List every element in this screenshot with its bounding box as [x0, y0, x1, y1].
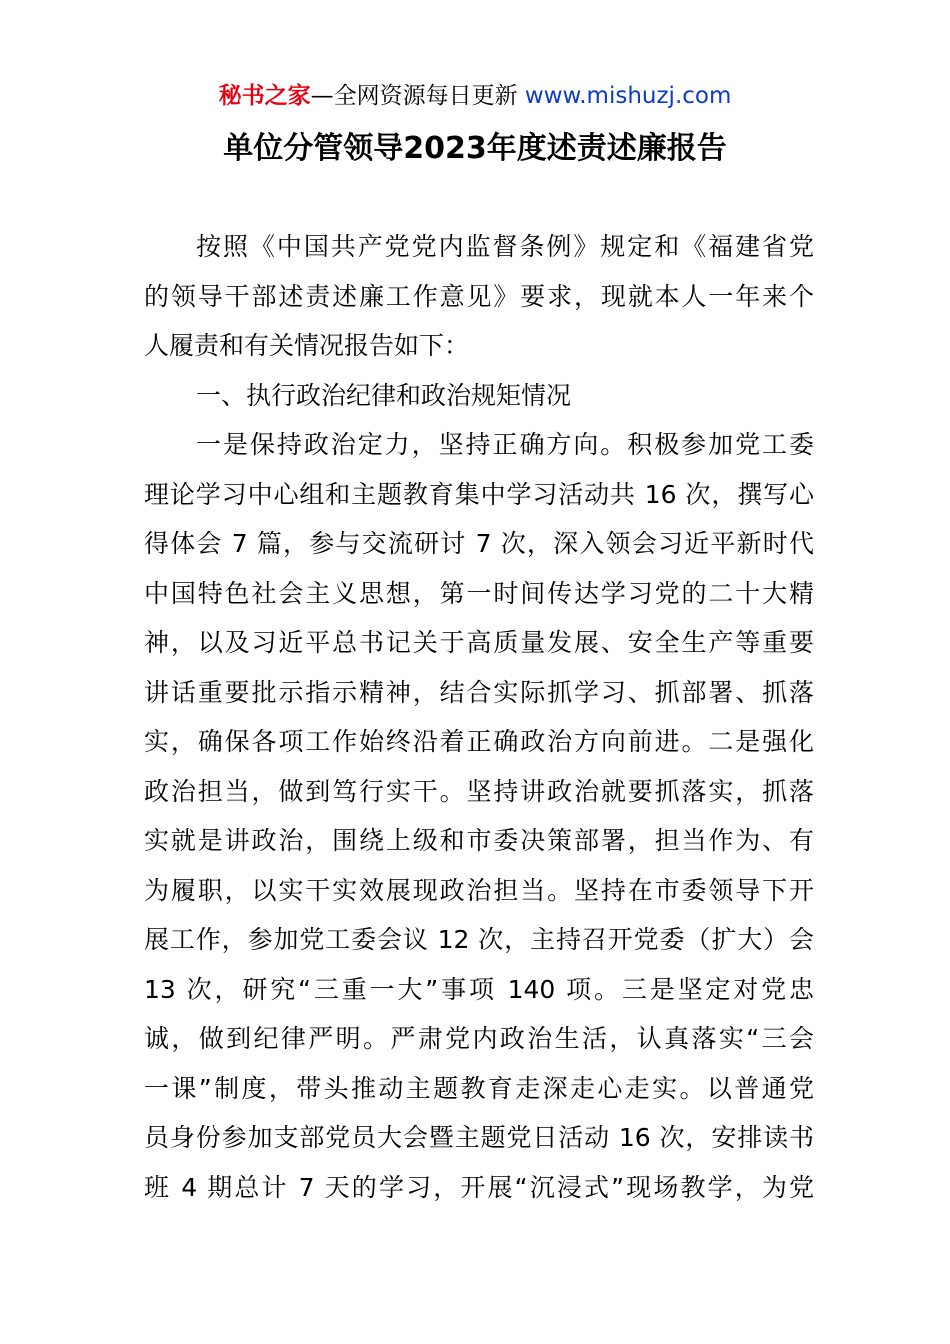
site-brand: 秘书之家 [218, 83, 311, 109]
paragraph-line: 为履职，以实干实效展现政治担当。坚持在市委领导下开 [144, 875, 814, 905]
paragraph-line: 13 次，研究“三重一大”事项 140 项。三是坚定对党忠 [144, 974, 814, 1004]
site-header [0, 80, 950, 112]
paragraph-line: 政治担当，做到笃行实干。坚持讲政治就要抓落实，抓落 [144, 776, 814, 806]
paragraph-line: 展工作，参加党工委会议 12 次，主持召开党委（扩大）会 [144, 925, 814, 954]
paragraph-line: 实就是讲政治，围绕上级和市委决策部署，担当作为、有 [144, 826, 814, 855]
document-title: 单位分管领导2023年度述责述廉报告 [223, 131, 727, 166]
paragraph-line: 人履责和有关情况报告如下： [144, 331, 470, 360]
document-body [144, 222, 814, 1212]
paragraph-line: 讲话重要批示指示精神，结合实际抓学习、抓部署、抓落 [144, 677, 814, 707]
paragraph-line: 实，确保各项工作始终沿着正确政治方向前进。二是强化 [144, 727, 814, 756]
paragraph-line: 的领导干部述责述廉工作意见》要求，现就本人一年来个 [144, 281, 814, 311]
paragraph-line: 中国特色社会主义思想，第一时间传达学习党的二十大精 [144, 578, 814, 608]
paragraph-line: 一课”制度，带头推动主题教育走深走心走实。以普通党 [144, 1073, 814, 1103]
site-tagline: —全网资源每日更新 [310, 83, 525, 109]
paragraph-line: 班 4 期总计 7 天的学习，开展“沉浸式”现场教学，为党 [144, 1172, 814, 1202]
paragraph-line: 一是保持政治定力，坚持正确方向。积极参加党工委 [196, 430, 814, 459]
paragraph-line: 得体会 7 篇，参与交流研讨 7 次，深入领会习近平新时代 [144, 529, 814, 558]
paragraph-line: 员身份参加支部党员大会暨主题党日活动 16 次，安排读书 [144, 1123, 814, 1152]
paragraph-line: 神，以及习近平总书记关于高质量发展、安全生产等重要 [144, 628, 814, 657]
paragraph-line: 诚，做到纪律严明。严肃党内政治生活，认真落实“三会 [144, 1024, 814, 1053]
site-url-link[interactable]: www.mishuzj.com [524, 83, 732, 109]
paragraph-line: 理论学习中心组和主题教育集中学习活动共 16 次，撰写心 [144, 479, 814, 509]
paragraph-line: 按照《中国共产党党内监督条例》规定和《福建省党 [196, 232, 814, 261]
section-heading: 一、执行政治纪律和政治规矩情况 [196, 380, 572, 410]
